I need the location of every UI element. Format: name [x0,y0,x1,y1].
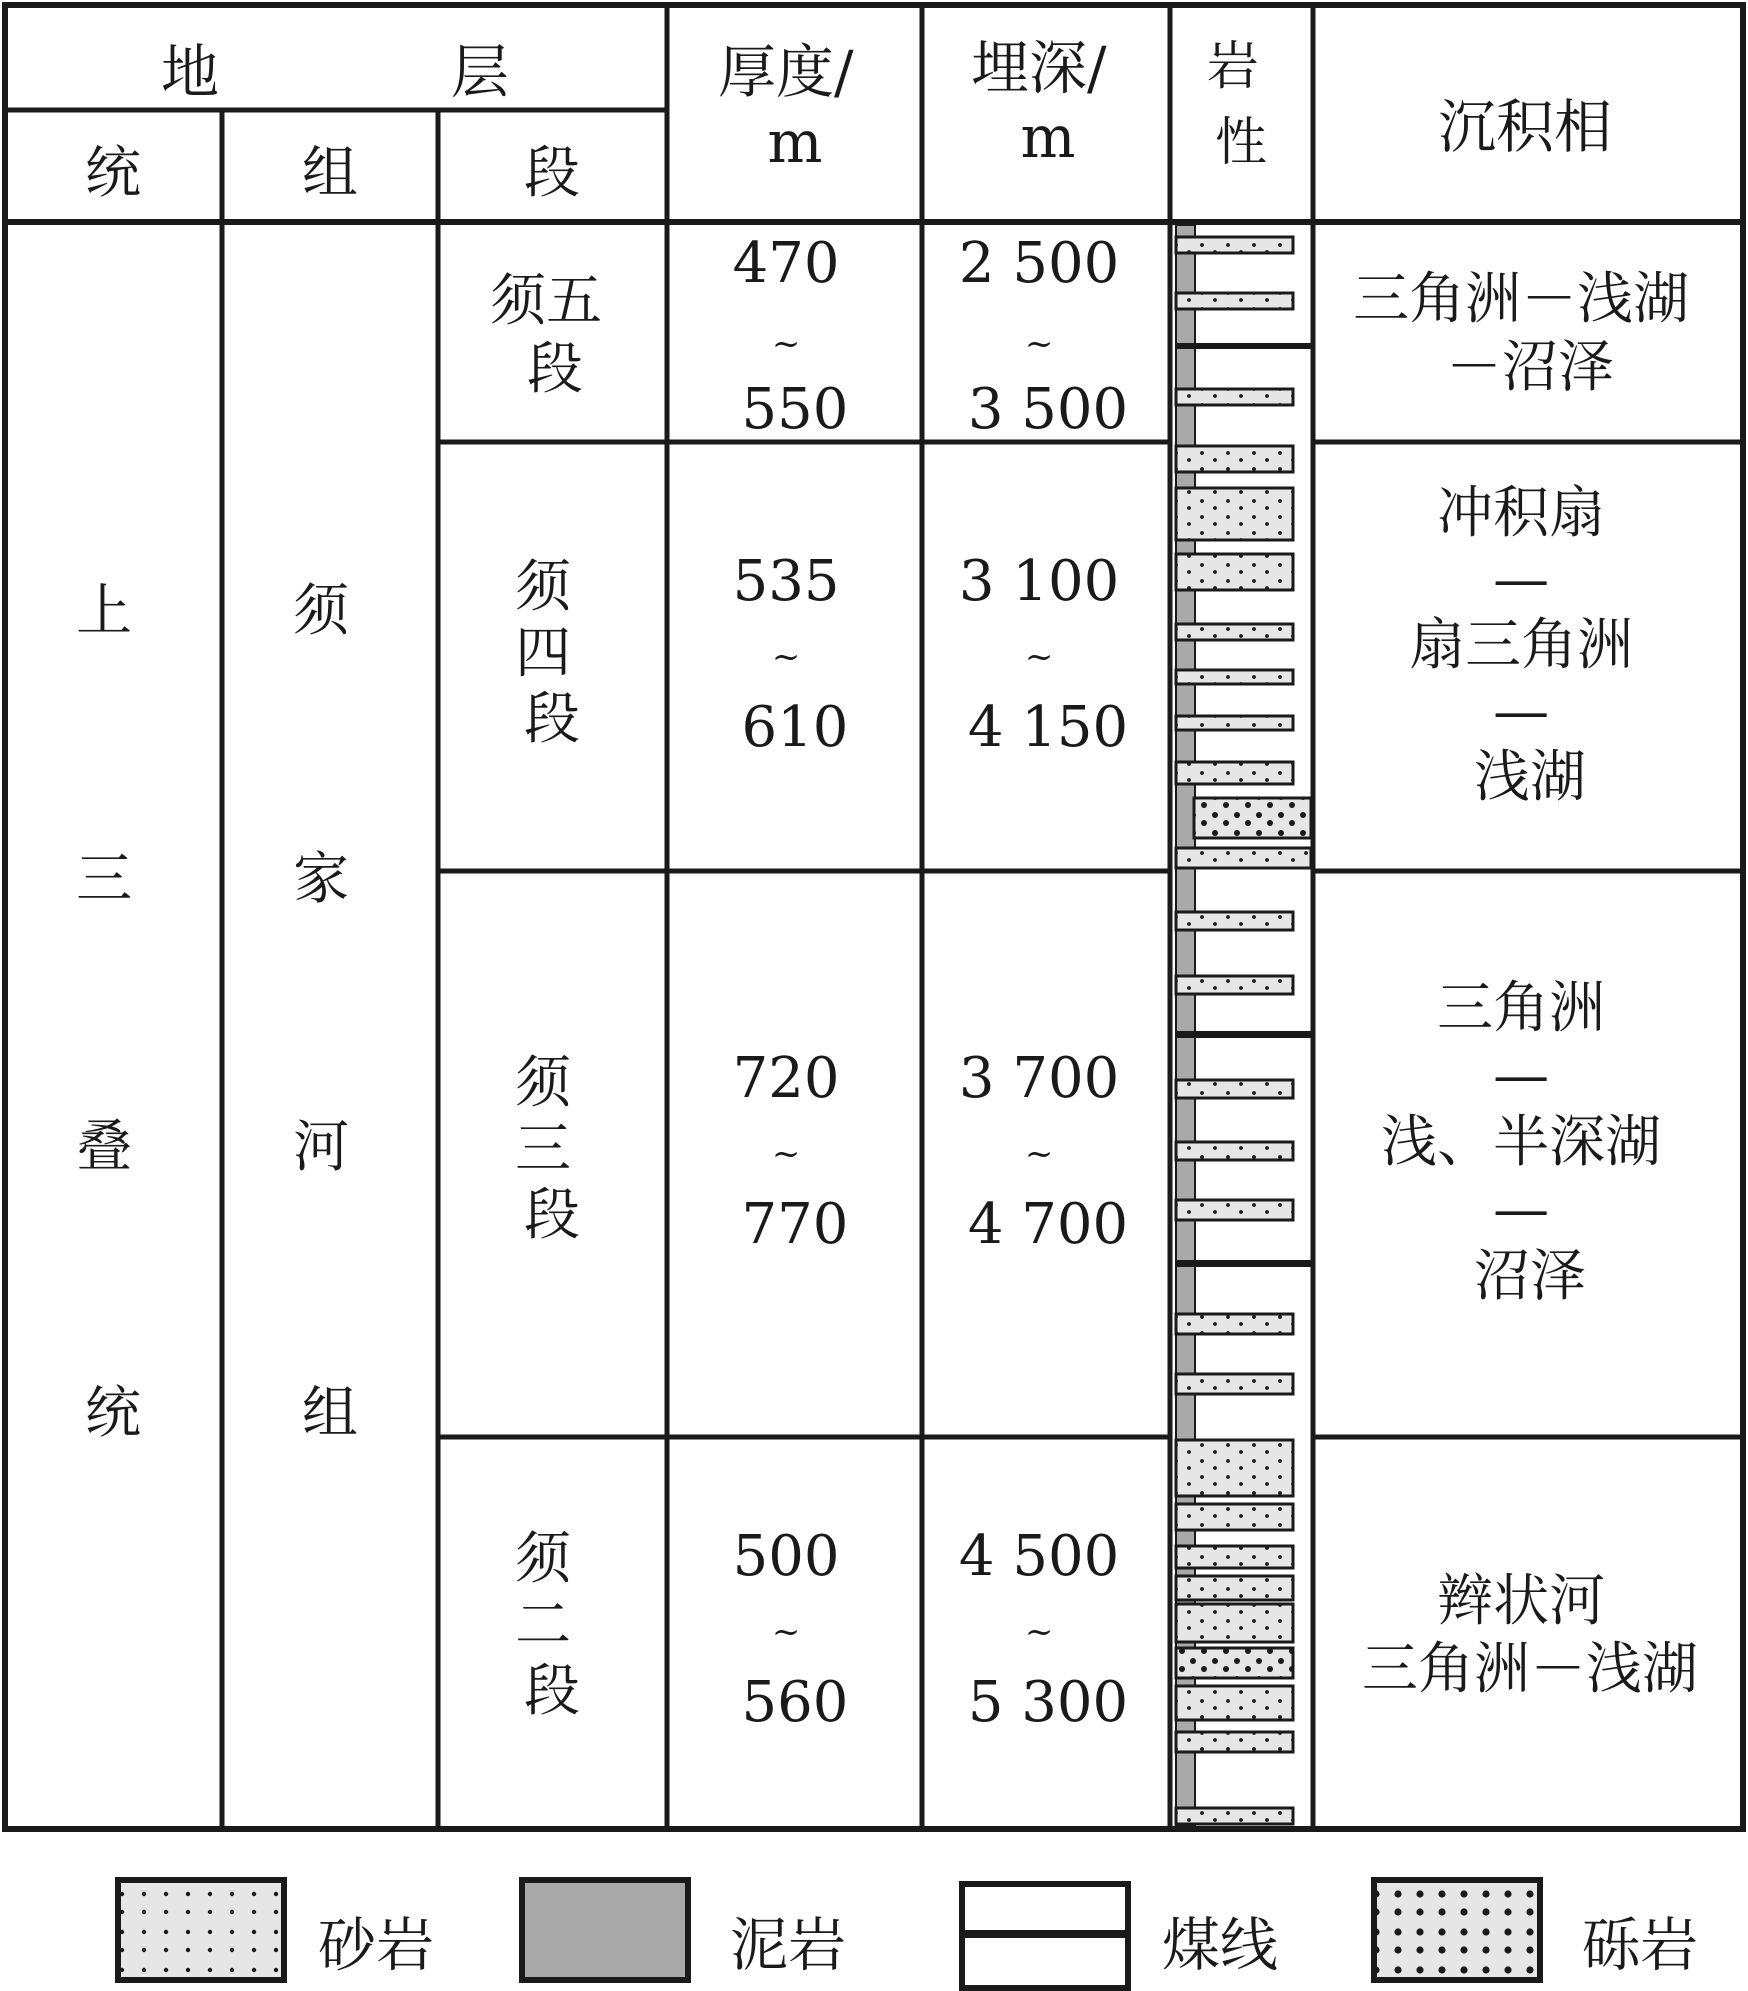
depth-range: 3 100 ~ 4 150 [958,549,1129,760]
sandstone-bed [1176,1440,1293,1496]
sandstone-bed [1176,912,1293,930]
sandstone-bed [1176,389,1293,405]
facies-text: 三角洲－浅湖 －沼泽 [1353,267,1690,400]
legend-item-sandstone [118,1880,434,1980]
sandstone-bed [1176,1732,1293,1752]
mudstone-swatch [522,1880,688,1980]
member-row-2 [515,1524,1698,1735]
thickness-range: 500 ~ 560 [732,1524,849,1735]
header-series: 统 [85,141,141,206]
conglomerate-swatch [1374,1880,1540,1980]
facies-text: 冲积扇 — 扇三角洲 — 浅湖 [1409,481,1634,810]
sandstone-bed [1176,1604,1293,1642]
lithology-column [1176,225,1313,1826]
sandstone-bed [1176,976,1293,994]
sandstone-bed [1176,1504,1293,1530]
legend-item-coal [962,1884,1278,1988]
sandstone-bed [1176,446,1293,472]
member-row-3 [515,976,1679,1309]
member-name: 须 三 段 [515,1051,580,1248]
sandstone-bed [1176,762,1293,784]
sandstone-bed [1176,1374,1293,1394]
legend-label: 泥岩 [730,1911,847,1979]
formation-name: 须 家 河 组 [293,579,358,1446]
legend-label: 砂岩 [318,1911,435,1979]
header-depth: 埋深/ m [971,34,1107,171]
sandstone-bed [1176,670,1293,684]
legend-item-conglomerate [1374,1880,1698,1980]
member-row-4 [515,481,1651,810]
sandstone-bed [1176,293,1293,309]
sandstone-bed [1176,488,1293,540]
sandstone-bed [1176,1314,1293,1334]
header-member: 段 [524,141,580,206]
header-lithology: 岩 性 [1206,37,1268,173]
conglomerate-bed [1176,1648,1293,1678]
legend-item-mudstone [522,1880,846,1980]
coal-line [1176,343,1313,349]
conglomerate-bed [1194,798,1311,838]
sandstone-swatch [118,1880,284,1980]
member-name: 须五 段 [490,269,603,402]
sandstone-bed [1176,554,1293,590]
sandstone-bed [1176,1080,1293,1098]
sandstone-bed [1176,1200,1293,1220]
series-name: 上 三 叠 统 [76,579,141,1446]
depth-range: 3 700 ~ 4 700 [958,1046,1129,1257]
facies-text: 辫状河 三角洲－浅湖 [1362,1569,1698,1702]
sandstone-bed [1176,1142,1293,1160]
coal-line [1176,1031,1313,1038]
thickness-range: 535 ~ 610 [732,549,849,760]
header-thickness: 厚度/ m [718,38,854,176]
depth-range: 4 500 ~ 5 300 [958,1524,1129,1735]
legend-label: 煤线 [1162,1911,1279,1979]
facies-text: 三角洲 — 浅、半深湖 — 沼泽 [1381,976,1662,1309]
thickness-range: 470 ~ 550 [732,231,849,442]
sandstone-bed [1176,237,1293,253]
sandstone-bed [1176,1686,1293,1720]
member-row-5 [490,231,1707,442]
member-name: 须 二 段 [515,1527,580,1724]
sandstone-bed [1176,624,1293,640]
sandstone-bed [1176,1546,1293,1568]
legend [118,1880,1698,1988]
legend-label: 砾岩 [1582,1911,1699,1979]
member-name: 须 四 段 [515,555,580,752]
coal-swatch-line [962,1930,1128,1938]
sandstone-bed [1176,848,1311,868]
thickness-range: 720 ~ 770 [732,1046,849,1257]
header-facies: 沉积相 [1437,93,1613,161]
depth-range: 2 500 ~ 3 500 [958,231,1129,442]
header-formation: 组 [302,141,358,206]
sandstone-bed [1176,716,1293,730]
sandstone-bed [1176,1576,1293,1600]
coal-line [1176,1260,1313,1267]
header-strata: 地 层 [160,38,510,106]
sandstone-bed [1176,1808,1293,1824]
